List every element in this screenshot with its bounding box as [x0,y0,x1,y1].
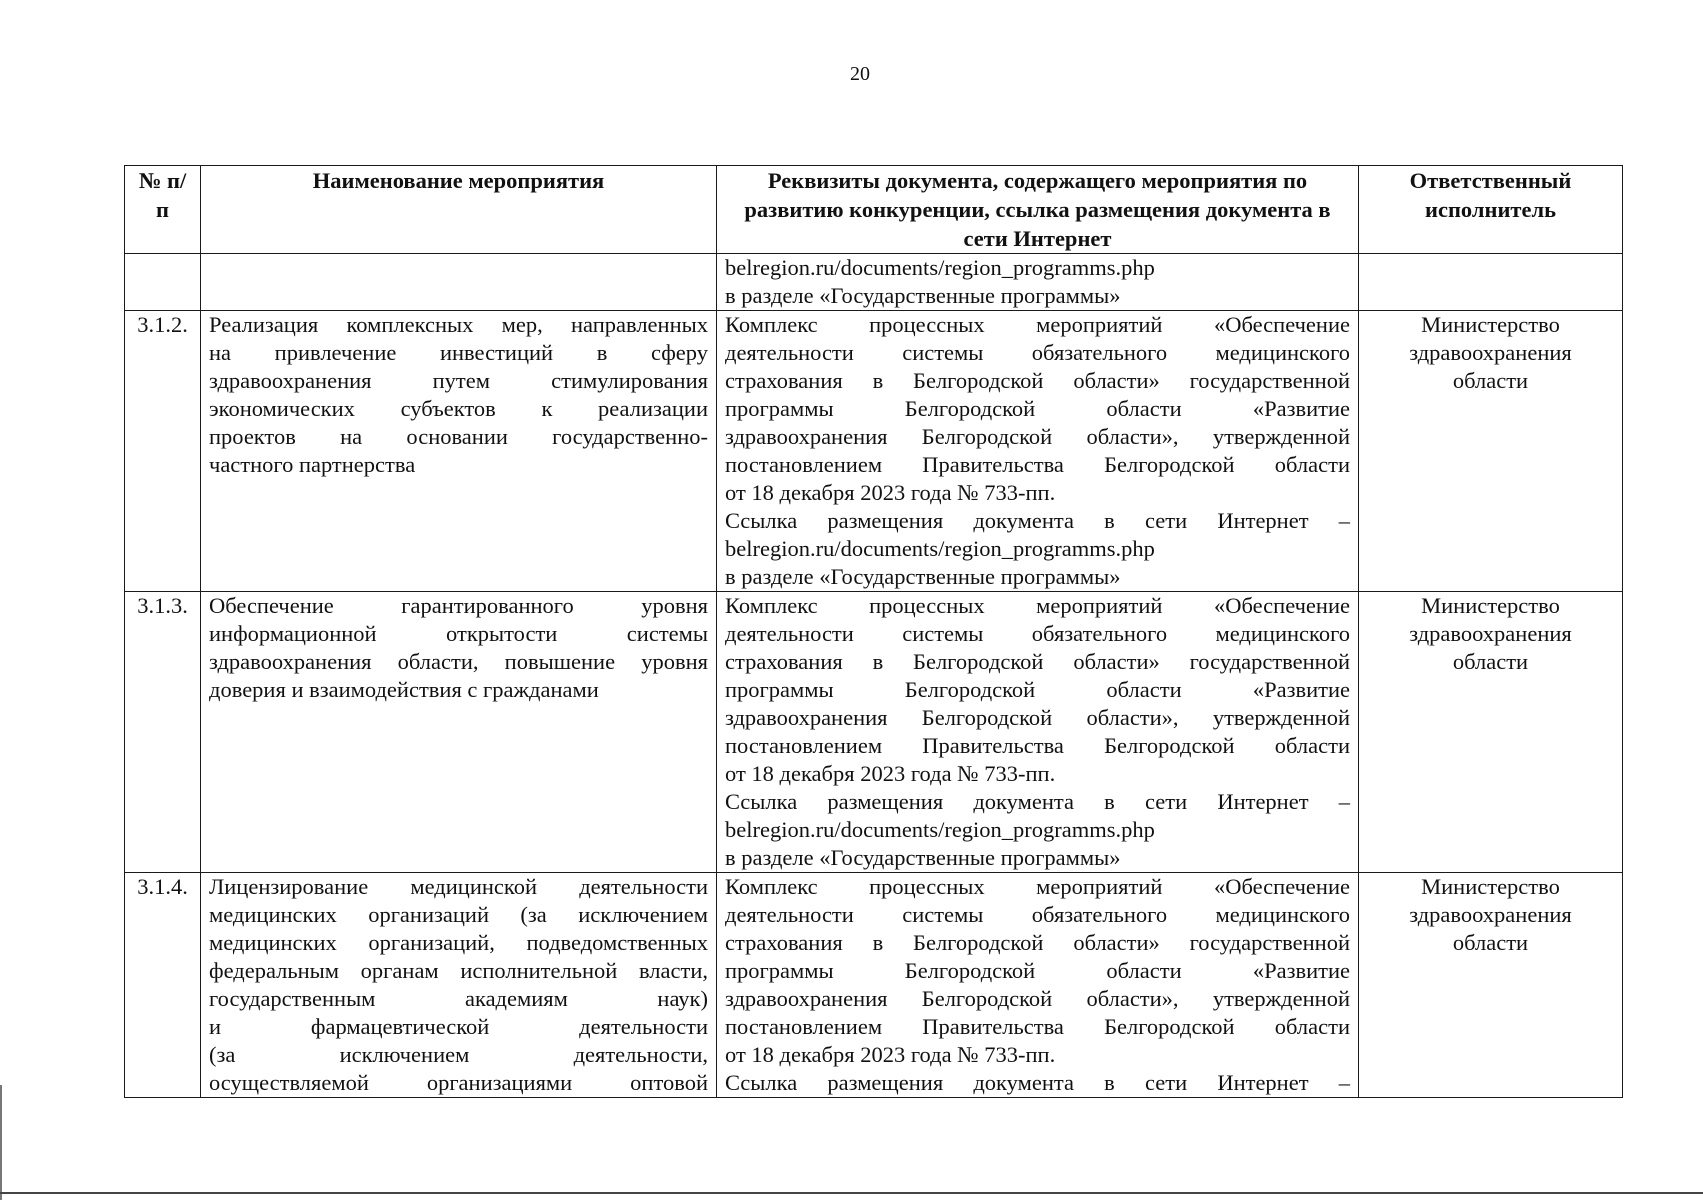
requisites-line: от 18 декабря 2023 года № 733-пп. [725,761,1056,786]
continuation-line: в разделе «Государственные программы» [725,283,1121,308]
continuation-num [125,254,201,311]
requisites-line: здравоохранения Белгородской области», утвержденной [725,424,1350,449]
requisites-line: постановлением Правительства Белгородской области [725,452,1350,477]
requisites-line: программы Белгородской области «Развитие [725,396,1350,421]
requisites-line: деятельности системы обязательного медицинского [725,621,1350,646]
table-row [125,311,1623,592]
requisites-line: страхования в Белгородской области» государственной [725,649,1350,674]
continuation-requisites [717,254,1359,311]
measure-name [201,592,717,873]
measure-name [201,311,717,592]
header-num: № п/п [125,166,201,254]
page-number: 20 [850,63,870,85]
continuation-name [201,254,717,311]
measure-name-line: (за исключением деятельности, [209,1042,708,1067]
requisites-line: здравоохранения Белгородской области», утвержденной [725,705,1350,730]
measure-name-line: Обеспечение гарантированного уровня [209,593,708,618]
requisites-line: от 18 декабря 2023 года № 733-пп. [725,480,1056,505]
requisites-line: страхования в Белгородской области» государственной [725,930,1350,955]
measure-name-line: здравоохранения области, повышение уровня [209,649,708,674]
row-number: 3.1.3. [125,592,201,873]
requisites-line: в разделе «Государственные программы» [725,845,1121,870]
document-requisites [717,592,1359,873]
row-number: 3.1.2. [125,311,201,592]
measure-name-line: здравоохранения путем стимулирования [209,368,708,393]
requisites-line: Ссылка размещения документа в сети Интернет – [725,508,1350,533]
table-row [125,873,1623,1098]
header-responsible: Ответственный исполнитель [1359,166,1623,254]
requisites-line: от 18 декабря 2023 года № 733-пп. [725,1042,1056,1067]
continuation-line: belregion.ru/documents/region_programms.php [725,255,1155,280]
responsible-executor: Министерство здравоохранения области [1359,311,1623,592]
measure-name-line: проектов на основании государственно- [209,424,708,449]
measure-name-line: информационной открытости системы [209,621,708,646]
requisites-line: belregion.ru/documents/region_programms.php [725,536,1155,561]
requisites-line: Комплекс процессных мероприятий «Обеспечение [725,593,1350,618]
document-requisites [717,873,1359,1098]
measure-name-line: и фармацевтической деятельности [209,1014,708,1039]
measure-name-line: частного партнерства [209,452,416,477]
measure-name-line: государственным академиям наук) [209,986,708,1011]
requisites-line: постановлением Правительства Белгородской области [725,733,1350,758]
requisites-line: здравоохранения Белгородской области», утвержденной [725,986,1350,1011]
requisites-line: деятельности системы обязательного медицинского [725,902,1350,927]
measure-name-line: осуществляемой организациями оптовой [209,1070,708,1095]
table-header-row [125,166,1623,254]
requisites-line: деятельности системы обязательного медицинского [725,340,1350,365]
requisites-line: Комплекс процессных мероприятий «Обеспечение [725,312,1350,337]
continuation-responsible [1359,254,1623,311]
requisites-line: Комплекс процессных мероприятий «Обеспечение [725,874,1350,899]
measure-name-line: медицинских организаций (за исключением [209,902,708,927]
responsible-executor: Министерство здравоохранения области [1359,592,1623,873]
requisites-line: программы Белгородской области «Развитие [725,958,1350,983]
requisites-line: belregion.ru/documents/region_programms.php [725,817,1155,842]
responsible-executor: Министерство здравоохранения области [1359,873,1623,1098]
measure-name-line: медицинских организаций, подведомственных [209,930,708,955]
measure-name [201,873,717,1098]
header-requisites: Реквизиты документа, содержащего мероприятия по развитию конкуренции, ссылка размещения документа в сети Интернет [717,166,1359,254]
scan-edge-line [0,1085,2,1200]
requisites-line: Ссылка размещения документа в сети Интернет – [725,1070,1350,1095]
measure-name-line: Реализация комплексных мер, направленных [209,312,708,337]
requisites-line: страхования в Белгородской области» государственной [725,368,1350,393]
measure-name-line: федеральным органам исполнительной власти, [209,958,708,983]
measure-name-line: доверия и взаимодействия с гражданами [209,677,599,702]
requisites-line: программы Белгородской области «Развитие [725,677,1350,702]
measure-name-line: Лицензирование медицинской деятельности [209,874,708,899]
scan-bottom-line [0,1192,1703,1194]
measure-name-line: на привлечение инвестиций в сферу [209,340,708,365]
requisites-line: постановлением Правительства Белгородской области [725,1014,1350,1039]
table-row [125,592,1623,873]
requisites-line: в разделе «Государственные программы» [725,564,1121,589]
measures-table [124,165,1623,1098]
header-name: Наименование мероприятия [201,166,717,254]
requisites-line: Ссылка размещения документа в сети Интернет – [725,789,1350,814]
measure-name-line: экономических субъектов к реализации [209,396,708,421]
continuation-row [125,254,1623,311]
row-number: 3.1.4. [125,873,201,1098]
document-requisites [717,311,1359,592]
